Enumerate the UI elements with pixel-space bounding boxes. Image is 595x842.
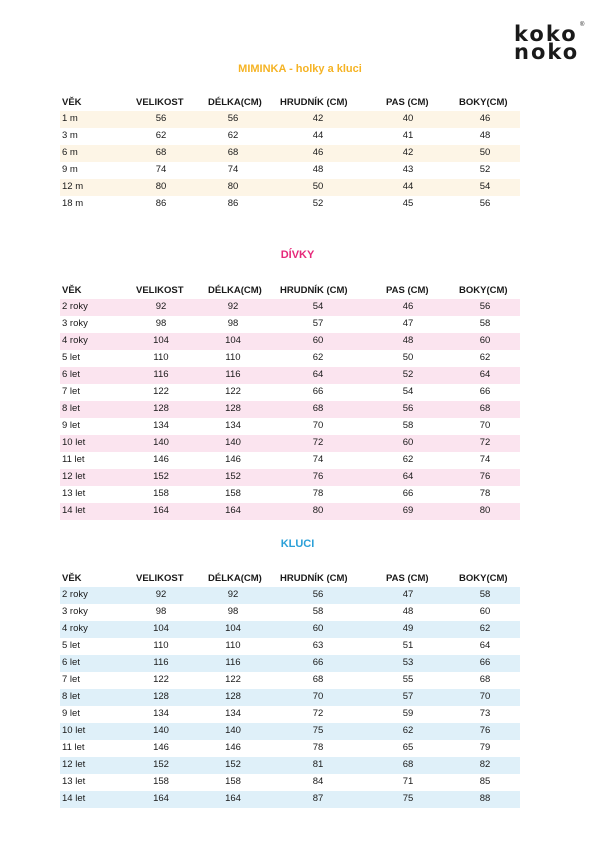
value-cell: 87	[312, 793, 324, 804]
value-cell: 62	[402, 725, 414, 736]
value-cell: 60	[312, 335, 324, 346]
value-cell: 52	[479, 164, 491, 175]
value-cell: 56	[479, 198, 491, 209]
value-cell: 70	[479, 420, 491, 431]
age-cell: 5 let	[62, 640, 80, 651]
age-cell: 2 roky	[62, 589, 88, 600]
column-header: BOKY(CM)	[459, 573, 508, 584]
value-cell: 158	[225, 776, 241, 787]
column-header: DÉLKA(CM)	[208, 97, 262, 108]
table-row	[60, 587, 520, 604]
value-cell: 92	[155, 301, 167, 312]
value-cell: 45	[402, 198, 414, 209]
table-row	[60, 604, 520, 621]
column-header: BOKY(CM)	[459, 285, 508, 296]
value-cell: 60	[479, 606, 491, 617]
value-cell: 146	[225, 742, 241, 753]
column-header: VĚK	[62, 285, 82, 296]
value-cell: 66	[402, 488, 414, 499]
value-cell: 58	[312, 606, 324, 617]
section-title-boys: KLUCI	[280, 538, 315, 550]
value-cell: 80	[312, 505, 324, 516]
value-cell: 128	[153, 403, 169, 414]
value-cell: 52	[312, 198, 324, 209]
value-cell: 65	[402, 742, 414, 753]
value-cell: 158	[153, 776, 169, 787]
size-table-girls	[60, 285, 520, 520]
column-header: VELIKOST	[136, 285, 184, 296]
value-cell: 68	[479, 674, 491, 685]
column-header: BOKY(CM)	[459, 97, 508, 108]
value-cell: 74	[227, 164, 239, 175]
value-cell: 98	[227, 606, 239, 617]
value-cell: 104	[225, 335, 241, 346]
value-cell: 104	[153, 335, 169, 346]
age-cell: 13 let	[62, 488, 86, 499]
value-cell: 42	[402, 147, 414, 158]
value-cell: 82	[479, 759, 491, 770]
value-cell: 63	[312, 640, 324, 651]
age-cell: 6 m	[62, 147, 78, 158]
age-cell: 7 let	[62, 674, 80, 685]
column-header: VĚK	[62, 573, 82, 584]
table-row	[60, 333, 520, 350]
value-cell: 48	[402, 606, 414, 617]
value-cell: 80	[479, 505, 491, 516]
column-header: HRUDNÍK (CM)	[280, 573, 348, 584]
table-row	[60, 486, 520, 503]
value-cell: 152	[225, 759, 241, 770]
table-row	[60, 418, 520, 435]
table-header-row	[60, 97, 520, 111]
age-cell: 14 let	[62, 793, 86, 804]
table-row	[60, 162, 520, 179]
table-row	[60, 503, 520, 520]
value-cell: 50	[402, 352, 414, 363]
value-cell: 79	[479, 742, 491, 753]
value-cell: 140	[225, 725, 241, 736]
value-cell: 134	[225, 708, 241, 719]
value-cell: 78	[312, 742, 324, 753]
table-row	[60, 774, 520, 791]
value-cell: 73	[479, 708, 491, 719]
value-cell: 66	[479, 657, 491, 668]
table-header-row	[60, 285, 520, 299]
value-cell: 42	[312, 113, 324, 124]
age-cell: 14 let	[62, 505, 86, 516]
age-cell: 8 let	[62, 403, 80, 414]
table-row	[60, 621, 520, 638]
age-cell: 9 let	[62, 708, 80, 719]
value-cell: 66	[312, 657, 324, 668]
value-cell: 58	[479, 318, 491, 329]
table-row	[60, 350, 520, 367]
age-cell: 1 m	[62, 113, 78, 124]
value-cell: 86	[155, 198, 167, 209]
table-row	[60, 672, 520, 689]
value-cell: 92	[227, 589, 239, 600]
value-cell: 68	[402, 759, 414, 770]
table-row	[60, 196, 520, 213]
value-cell: 62	[479, 352, 491, 363]
value-cell: 92	[227, 301, 239, 312]
value-cell: 60	[402, 437, 414, 448]
value-cell: 98	[155, 318, 167, 329]
age-cell: 2 roky	[62, 301, 88, 312]
value-cell: 58	[479, 589, 491, 600]
age-cell: 6 let	[62, 369, 80, 380]
value-cell: 92	[155, 589, 167, 600]
value-cell: 116	[225, 657, 241, 668]
age-cell: 13 let	[62, 776, 86, 787]
table-row	[60, 435, 520, 452]
value-cell: 75	[312, 725, 324, 736]
column-header: VELIKOST	[136, 97, 184, 108]
value-cell: 64	[479, 640, 491, 651]
value-cell: 59	[402, 708, 414, 719]
value-cell: 66	[479, 386, 491, 397]
table-row	[60, 452, 520, 469]
value-cell: 110	[153, 352, 169, 363]
table-row	[60, 401, 520, 418]
value-cell: 68	[479, 403, 491, 414]
value-cell: 69	[402, 505, 414, 516]
brand-logo	[514, 22, 586, 64]
value-cell: 70	[312, 420, 324, 431]
value-cell: 140	[153, 437, 169, 448]
value-cell: 56	[312, 589, 324, 600]
table-row	[60, 469, 520, 486]
column-header: VELIKOST	[136, 573, 184, 584]
value-cell: 122	[153, 674, 169, 685]
age-cell: 12 let	[62, 759, 86, 770]
value-cell: 62	[227, 130, 239, 141]
value-cell: 54	[479, 181, 491, 192]
age-cell: 3 roky	[62, 606, 88, 617]
age-cell: 10 let	[62, 437, 86, 448]
value-cell: 146	[225, 454, 241, 465]
value-cell: 47	[402, 318, 414, 329]
value-cell: 152	[225, 471, 241, 482]
value-cell: 72	[312, 708, 324, 719]
value-cell: 122	[225, 386, 241, 397]
value-cell: 53	[402, 657, 414, 668]
age-cell: 4 roky	[62, 623, 88, 634]
column-header: PAS (CM)	[386, 97, 429, 108]
value-cell: 78	[479, 488, 491, 499]
age-cell: 9 m	[62, 164, 78, 175]
section-title-babies: MIMINKA - holky a kluci	[238, 63, 362, 75]
value-cell: 74	[155, 164, 167, 175]
value-cell: 68	[227, 147, 239, 158]
value-cell: 51	[402, 640, 414, 651]
value-cell: 47	[402, 589, 414, 600]
value-cell: 134	[153, 708, 169, 719]
table-row	[60, 655, 520, 672]
value-cell: 54	[402, 386, 414, 397]
column-header: HRUDNÍK (CM)	[280, 97, 348, 108]
value-cell: 62	[155, 130, 167, 141]
value-cell: 116	[153, 657, 169, 668]
table-row	[60, 111, 520, 128]
age-cell: 3 m	[62, 130, 78, 141]
column-header: PAS (CM)	[386, 573, 429, 584]
column-header: VĚK	[62, 97, 82, 108]
value-cell: 110	[153, 640, 169, 651]
value-cell: 158	[153, 488, 169, 499]
value-cell: 158	[225, 488, 241, 499]
value-cell: 104	[225, 623, 241, 634]
value-cell: 152	[153, 471, 169, 482]
value-cell: 122	[225, 674, 241, 685]
value-cell: 76	[312, 471, 324, 482]
section-title-girls: DÍVKY	[280, 249, 315, 261]
value-cell: 43	[402, 164, 414, 175]
value-cell: 58	[402, 420, 414, 431]
value-cell: 46	[402, 301, 414, 312]
value-cell: 70	[479, 691, 491, 702]
value-cell: 68	[155, 147, 167, 158]
value-cell: 128	[225, 403, 241, 414]
value-cell: 164	[225, 505, 241, 516]
age-cell: 18 m	[62, 198, 84, 209]
value-cell: 70	[312, 691, 324, 702]
age-cell: 9 let	[62, 420, 80, 431]
value-cell: 78	[312, 488, 324, 499]
value-cell: 56	[479, 301, 491, 312]
value-cell: 128	[225, 691, 241, 702]
value-cell: 64	[312, 369, 324, 380]
value-cell: 146	[153, 454, 169, 465]
age-cell: 4 roky	[62, 335, 88, 346]
value-cell: 48	[402, 335, 414, 346]
value-cell: 68	[312, 674, 324, 685]
size-table-babies	[60, 97, 520, 213]
table-row	[60, 638, 520, 655]
value-cell: 62	[312, 352, 324, 363]
table-row	[60, 367, 520, 384]
value-cell: 98	[227, 318, 239, 329]
value-cell: 57	[312, 318, 324, 329]
value-cell: 62	[402, 454, 414, 465]
value-cell: 52	[402, 369, 414, 380]
column-header: PAS (CM)	[386, 285, 429, 296]
value-cell: 85	[479, 776, 491, 787]
value-cell: 164	[225, 793, 241, 804]
table-row	[60, 723, 520, 740]
table-row	[60, 145, 520, 162]
value-cell: 57	[402, 691, 414, 702]
value-cell: 110	[225, 352, 241, 363]
brand-logo-line1: koko	[514, 22, 578, 46]
value-cell: 74	[479, 454, 491, 465]
value-cell: 46	[312, 147, 324, 158]
table-row	[60, 299, 520, 316]
value-cell: 80	[155, 181, 167, 192]
value-cell: 72	[312, 437, 324, 448]
value-cell: 74	[312, 454, 324, 465]
value-cell: 66	[312, 386, 324, 397]
value-cell: 110	[225, 640, 241, 651]
value-cell: 98	[155, 606, 167, 617]
value-cell: 81	[312, 759, 324, 770]
age-cell: 3 roky	[62, 318, 88, 329]
table-row	[60, 179, 520, 196]
value-cell: 64	[479, 369, 491, 380]
value-cell: 44	[402, 181, 414, 192]
value-cell: 49	[402, 623, 414, 634]
value-cell: 164	[153, 505, 169, 516]
column-header: HRUDNÍK (CM)	[280, 285, 348, 296]
value-cell: 116	[153, 369, 169, 380]
value-cell: 46	[479, 113, 491, 124]
age-cell: 8 let	[62, 691, 80, 702]
value-cell: 104	[153, 623, 169, 634]
value-cell: 140	[225, 437, 241, 448]
value-cell: 48	[479, 130, 491, 141]
value-cell: 75	[402, 793, 414, 804]
table-row	[60, 384, 520, 401]
value-cell: 44	[312, 130, 324, 141]
value-cell: 122	[153, 386, 169, 397]
value-cell: 55	[402, 674, 414, 685]
value-cell: 134	[153, 420, 169, 431]
value-cell: 128	[153, 691, 169, 702]
table-header-row	[60, 573, 520, 587]
value-cell: 56	[227, 113, 239, 124]
table-row	[60, 689, 520, 706]
age-cell: 6 let	[62, 657, 80, 668]
value-cell: 71	[402, 776, 414, 787]
value-cell: 68	[312, 403, 324, 414]
value-cell: 76	[479, 725, 491, 736]
table-row	[60, 740, 520, 757]
value-cell: 50	[312, 181, 324, 192]
value-cell: 152	[153, 759, 169, 770]
value-cell: 134	[225, 420, 241, 431]
value-cell: 60	[312, 623, 324, 634]
age-cell: 10 let	[62, 725, 86, 736]
value-cell: 60	[479, 335, 491, 346]
value-cell: 40	[402, 113, 414, 124]
value-cell: 56	[155, 113, 167, 124]
value-cell: 86	[227, 198, 239, 209]
age-cell: 11 let	[62, 742, 85, 753]
age-cell: 11 let	[62, 454, 85, 465]
age-cell: 5 let	[62, 352, 80, 363]
value-cell: 146	[153, 742, 169, 753]
column-header: DÉLKA(CM)	[208, 573, 262, 584]
value-cell: 56	[402, 403, 414, 414]
value-cell: 164	[153, 793, 169, 804]
value-cell: 48	[312, 164, 324, 175]
table-row	[60, 128, 520, 145]
value-cell: 116	[225, 369, 241, 380]
value-cell: 88	[479, 793, 491, 804]
column-header: DÉLKA(CM)	[208, 285, 262, 296]
table-row	[60, 791, 520, 808]
value-cell: 84	[312, 776, 324, 787]
value-cell: 80	[227, 181, 239, 192]
value-cell: 76	[479, 471, 491, 482]
value-cell: 41	[402, 130, 414, 141]
size-table-boys	[60, 573, 520, 808]
age-cell: 7 let	[62, 386, 80, 397]
value-cell: 54	[312, 301, 324, 312]
value-cell: 64	[402, 471, 414, 482]
table-row	[60, 706, 520, 723]
value-cell: 140	[153, 725, 169, 736]
age-cell: 12 let	[62, 471, 86, 482]
age-cell: 12 m	[62, 181, 84, 192]
value-cell: 50	[479, 147, 491, 158]
registered-mark: ®	[580, 22, 585, 28]
brand-logo-line2: noko	[514, 40, 580, 64]
table-row	[60, 316, 520, 333]
table-row	[60, 757, 520, 774]
value-cell: 62	[479, 623, 491, 634]
value-cell: 72	[479, 437, 491, 448]
